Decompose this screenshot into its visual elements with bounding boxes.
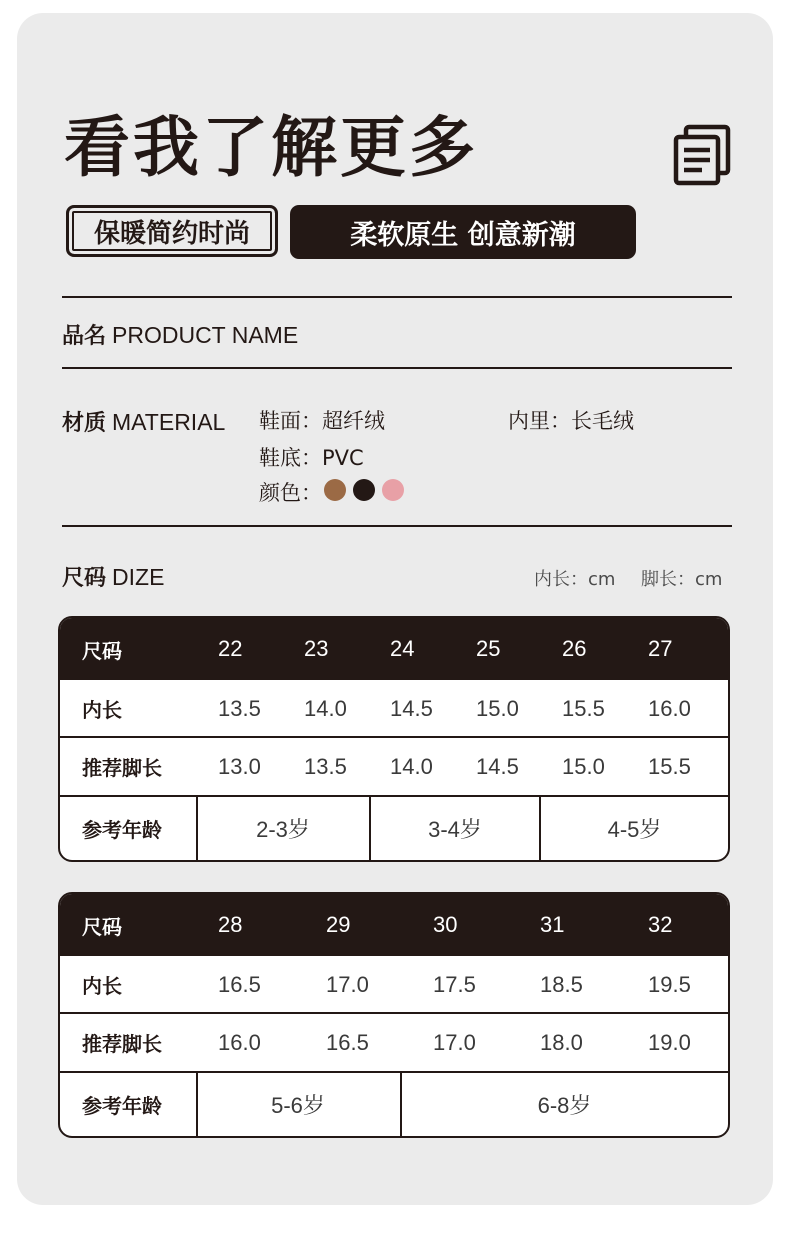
foot-cell: 16.5 (326, 1029, 369, 1055)
table-row-foot (60, 738, 728, 795)
inner-cell: 17.5 (433, 971, 476, 997)
table-row-foot (60, 1014, 728, 1071)
row-label: 参考年龄 (82, 1094, 162, 1118)
age-cell: 6-8岁 (537, 1093, 592, 1118)
size-cell: 31 (540, 912, 565, 937)
size-label: 尺码 DIZE (62, 564, 165, 591)
tag-soft-creative: 柔软原生 创意新潮 (290, 205, 636, 259)
table-row-inner (60, 956, 728, 1013)
row-label: 内长 (82, 698, 122, 722)
row-label: 推荐脚长 (82, 1032, 162, 1056)
document-icon (672, 124, 732, 186)
color-label: 颜色： (259, 481, 322, 505)
row-label: 内长 (82, 974, 122, 998)
inner-cell: 13.5 (218, 695, 261, 721)
size-cell: 27 (648, 636, 673, 661)
color-swatch-pink (382, 479, 404, 501)
divider (62, 296, 732, 298)
inner-cell: 14.5 (390, 695, 433, 721)
col-divider (539, 797, 541, 860)
foot-cell: 16.0 (218, 1029, 261, 1055)
age-cell: 4-5岁 (607, 817, 662, 842)
size-cell: 29 (326, 912, 351, 937)
foot-cell: 13.0 (218, 753, 261, 779)
size-cell: 23 (304, 636, 329, 661)
material-upper: 鞋面：超纤绒 (259, 409, 385, 433)
inner-cell: 15.0 (476, 695, 519, 721)
size-cell: 22 (218, 636, 243, 661)
size-cell: 32 (648, 912, 673, 937)
tag-warm-simple: 保暖简约时尚 (66, 205, 278, 257)
col-divider (196, 797, 198, 860)
material-sole: 鞋底：PVC (259, 446, 364, 470)
foot-cell: 18.0 (540, 1029, 583, 1055)
col-divider (196, 1073, 198, 1136)
material-lining: 内里：长毛绒 (508, 409, 634, 433)
inner-cell: 16.0 (648, 695, 691, 721)
row-label: 尺码 (82, 914, 122, 939)
inner-cell: 16.5 (218, 971, 261, 997)
table-row-age (60, 797, 728, 860)
size-table-2 (58, 892, 730, 1138)
product-name-label: 品名 PRODUCT NAME (62, 322, 299, 349)
row-label: 参考年龄 (82, 818, 162, 842)
table-row-inner (60, 680, 728, 737)
foot-cell: 15.0 (562, 753, 605, 779)
size-cell: 28 (218, 912, 243, 937)
color-swatch-black (353, 479, 375, 501)
inner-cell: 15.5 (562, 695, 605, 721)
col-divider (369, 797, 371, 860)
foot-cell: 19.0 (648, 1029, 691, 1055)
age-cell: 3-4岁 (428, 817, 482, 842)
size-table-1 (58, 616, 730, 862)
inner-cell: 17.0 (326, 971, 369, 997)
table-row-age (60, 1073, 728, 1136)
foot-cell: 15.5 (648, 753, 691, 779)
page-title: 看我了解更多 (64, 109, 478, 186)
foot-cell: 17.0 (433, 1029, 476, 1055)
foot-cell: 14.5 (476, 753, 519, 779)
table-row-size (60, 618, 728, 680)
inner-cell: 18.5 (540, 971, 583, 997)
age-cell: 2-3岁 (256, 817, 310, 842)
inner-cell: 14.0 (304, 695, 347, 721)
unit-foot-length: 脚长：cm (641, 569, 723, 590)
color-swatches (324, 479, 404, 501)
age-cell: 5-6岁 (271, 1093, 325, 1118)
foot-cell: 14.0 (390, 753, 433, 779)
size-cell: 25 (476, 636, 501, 661)
unit-inner-length: 内长：cm (534, 569, 616, 590)
row-label: 尺码 (82, 638, 122, 663)
divider (62, 525, 732, 527)
size-cell: 26 (562, 636, 587, 661)
color-swatch-brown (324, 479, 346, 501)
inner-cell: 19.5 (648, 971, 691, 997)
col-divider (400, 1073, 402, 1136)
size-cell: 30 (433, 912, 458, 937)
table-row-size (60, 894, 728, 956)
foot-cell: 13.5 (304, 753, 347, 779)
divider (62, 367, 732, 369)
row-label: 推荐脚长 (82, 756, 162, 780)
size-cell: 24 (390, 636, 415, 661)
material-label: 材质 MATERIAL (62, 409, 226, 436)
